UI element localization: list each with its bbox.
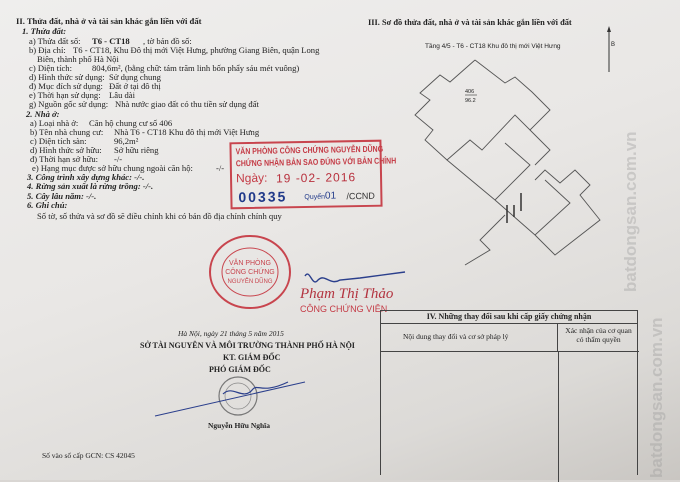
house-heading: 2. Nhà ở: <box>26 109 60 119</box>
plan-caption: Tầng 4/5 - T6 - CT18 Khu đô thị mới Việt Hưng <box>425 43 561 50</box>
place-date: Hà Nội, ngày 21 tháng 5 năm 2015 <box>178 329 284 338</box>
house-dd-value: -/- <box>114 154 123 164</box>
svg-text:NGUYỄN DŨNG: NGUYỄN DŨNG <box>227 279 273 285</box>
signature-deputy <box>150 376 310 420</box>
land-e-label: e) Thời hạn sử dụng: <box>29 90 101 100</box>
item-5: 5. Cây lâu năm: -/-. <box>27 191 97 201</box>
stamp-date: 19 -02- 2016 <box>275 170 357 186</box>
land-dd-label: đ) Mục đích sử dụng: <box>29 81 103 91</box>
land-g-label: g) Nguồn gốc sử dụng: <box>29 99 109 109</box>
land-a-label: a) Thửa đất số: <box>29 36 81 46</box>
item-3: 3. Công trình xây dựng khác: -/-. <box>27 172 145 182</box>
land-a-map: , tờ bản đồ số: <box>143 36 192 46</box>
issuing-agency: SỞ TÀI NGUYÊN VÀ MÔI TRƯỜNG THÀNH PHỐ HÀ NỘI <box>140 341 355 350</box>
stamp-office: VĂN PHÒNG CÔNG CHỨNG NGUYỄN DŨNG <box>235 143 384 157</box>
house-b-value: Nhà T6 - CT18 Khu đô thị mới Việt Hưng <box>114 127 260 137</box>
land-b-value-cont: Biên, thành phố Hà Nội <box>37 54 119 64</box>
unit-area: 96.2 <box>465 98 476 104</box>
section-iii-title: III. Sơ đồ thửa đất, nhà ở và tài sản khác gắn liền với đất <box>368 18 572 27</box>
stamp-certify: CHỨNG NHẬN BẢN SAO ĐÚNG VỚI BẢN CHÍNH <box>235 155 397 169</box>
changes-title: IV. Những thay đổi sau khi cấp giấy chứng nhận <box>381 311 637 324</box>
house-dd-label: đ) Thời hạn sở hữu: <box>30 154 99 164</box>
house-a-label: a) Loại nhà ở: <box>30 118 79 128</box>
land-c-label: c) Diện tích: <box>29 63 72 73</box>
column-divider <box>558 352 559 482</box>
land-dd-value: Đất ở tại đô thị <box>109 81 161 91</box>
notary-title: CÔNG CHỨNG VIÊN <box>300 304 388 314</box>
stamp-date-label: Ngày: <box>235 170 268 186</box>
house-a-value: Căn hộ chung cư số 406 <box>89 118 173 128</box>
house-b-label: b) Tên nhà chung cư: <box>30 127 104 137</box>
house-c-label: c) Diện tích sàn: <box>30 136 87 146</box>
stamp-suffix: /CCND <box>346 190 375 202</box>
confirm-line-2: có thẩm quyền <box>576 335 621 344</box>
land-b-label: b) Địa chỉ: <box>29 45 66 55</box>
watermark-right: batdongsan.com.vn <box>647 317 666 478</box>
stamp-book-number: 01 <box>324 190 337 202</box>
svg-text:CÔNG CHỨNG: CÔNG CHỨNG <box>225 269 275 276</box>
land-heading: 1. Thửa đất: <box>22 26 67 36</box>
north-label: B <box>611 42 616 48</box>
land-a-value: T6 - CT18 <box>92 36 130 46</box>
watermark-center: batdongsan.com.vn <box>621 131 640 292</box>
notary-round-seal <box>205 232 295 312</box>
section-ii-title: II. Thửa đất, nhà ở và tài sản khác gắn liền với đất <box>16 16 202 26</box>
note-text: Số tờ, số thửa và sơ đồ sẽ điều chỉnh khi có bản đồ địa chính chính quy <box>37 211 282 221</box>
unit-number: 406 <box>465 89 475 95</box>
land-d-label: d) Hình thức sử dụng: <box>29 72 105 82</box>
deputy-director: PHÓ GIÁM ĐỐC <box>209 365 271 374</box>
notary-name: Phạm Thị Thảo <box>300 286 394 302</box>
stamp-book-label: Quyển <box>304 193 326 202</box>
land-e-value: Lâu dài <box>109 90 136 100</box>
house-e-value: -/- <box>216 163 225 173</box>
land-b-value: T6 - CT18, Khu Đô thị mới Việt Hưng, phường Giang Biên, quận Long <box>73 45 320 55</box>
svg-text:VĂN PHÒNG: VĂN PHÒNG <box>228 260 272 267</box>
signer-name: Nguyễn Hữu Nghĩa <box>208 421 271 430</box>
kt-director: KT. GIÁM ĐỐC <box>223 353 281 362</box>
house-c-value: 96,2m² <box>114 136 139 146</box>
register-number: Số vào sổ cấp GCN: CS 42045 <box>42 451 135 460</box>
house-e-label: e) Hạng mục được sở hữu chung ngoài căn hộ: <box>32 163 193 173</box>
changes-col-confirm <box>558 324 639 352</box>
item-6: 6. Ghi chú: <box>27 200 68 210</box>
item-4: 4. Rừng sản xuất là rừng trồng: -/-. <box>27 181 154 191</box>
floor-plan-diagram <box>385 55 615 270</box>
changes-table <box>380 310 638 475</box>
land-d-value: Sử dụng chung <box>109 72 161 82</box>
stamp-number: 00335 <box>238 188 288 206</box>
stamp-book <box>304 190 336 204</box>
confirm-line-1: Xác nhận của cơ quan <box>565 326 632 335</box>
changes-col-content: Nội dung thay đổi và cơ sở pháp lý <box>381 324 558 352</box>
land-c-value: 804,6m², (bằng chữ: tám trăm linh bốn phẩy sáu mét vuông) <box>92 63 300 73</box>
certified-copy-stamp <box>229 140 397 210</box>
house-d-label: d) Hình thức sở hữu: <box>30 145 102 155</box>
land-g-value: Nhà nước giao đất có thu tiền sử dụng đất <box>115 99 259 109</box>
house-d-value: Sở hữu riêng <box>114 145 159 155</box>
